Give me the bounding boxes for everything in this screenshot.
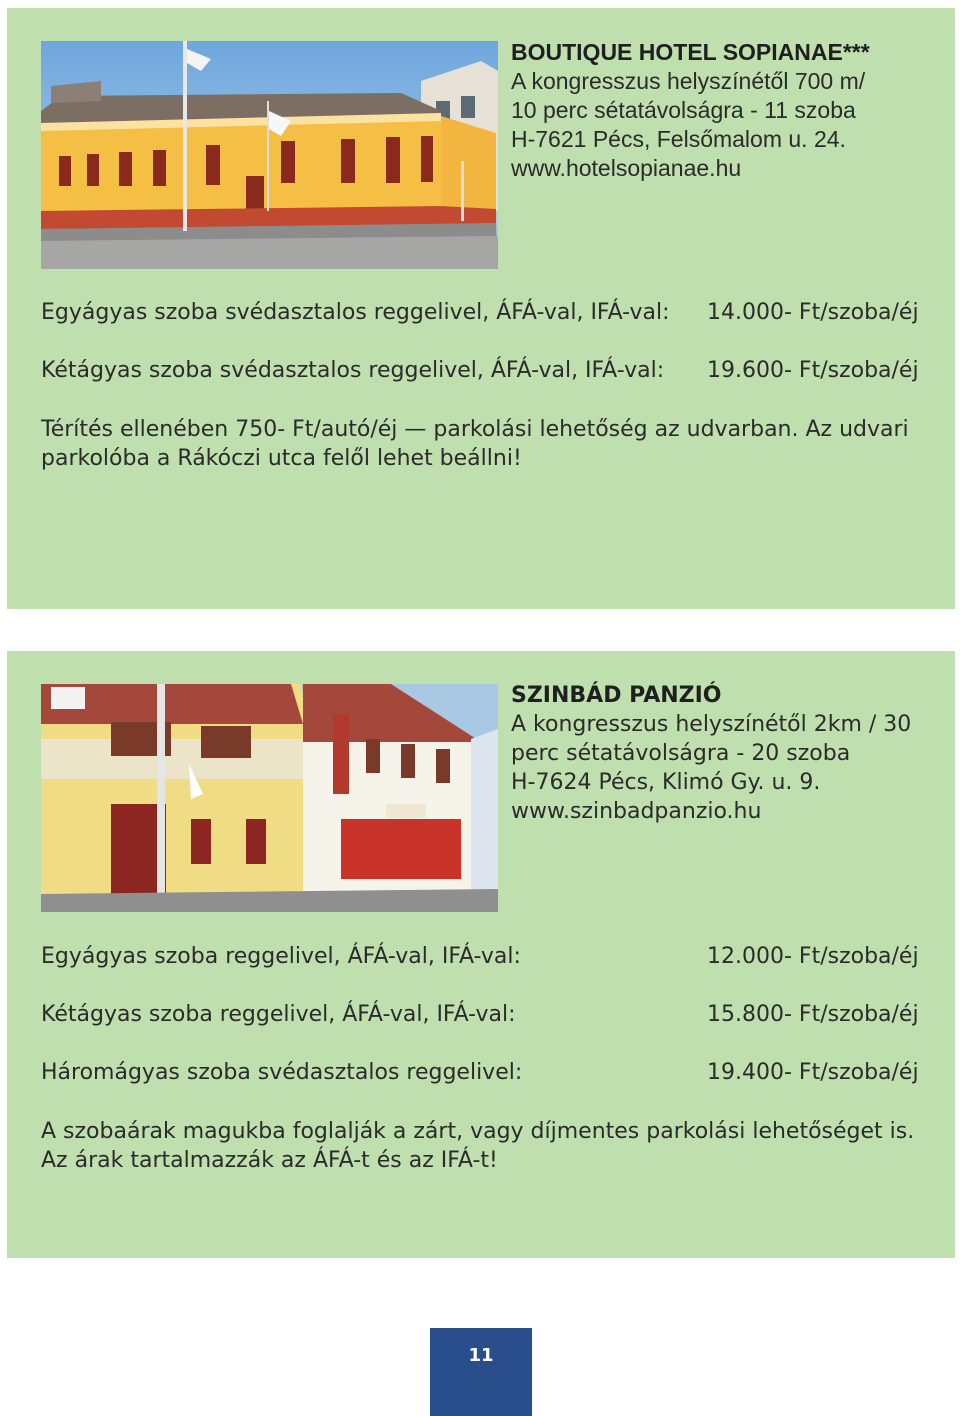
price-value: 19.400- Ft/szoba/éj xyxy=(707,1060,919,1085)
price-value: 15.800- Ft/szoba/éj xyxy=(707,1002,919,1027)
price-note-line-1: A szobaárak magukba foglalják a zárt, vagy díjmentes parkolási lehetőséget is. xyxy=(41,1119,915,1144)
price-value: 12.000- Ft/szoba/éj xyxy=(707,944,919,969)
price-label: Egyágyas szoba reggelivel, ÁFÁ-val, IFÁ-val: xyxy=(41,944,521,969)
hotel-sopianae-address: H-7621 Pécs, Felsőmalom u. 24. xyxy=(511,126,846,152)
price-note-line-2: Az árak tartalmazzák az ÁFÁ-t és az IFÁ-t! xyxy=(41,1148,498,1173)
szinbad-panzio-address: H-7624 Pécs, Klimó Gy. u. 9. xyxy=(511,770,821,795)
page-number: 11 xyxy=(468,1345,494,1366)
hotel-sopianae-photo xyxy=(41,41,498,269)
price-note xyxy=(41,1117,941,1175)
parking-note-line-2: parkolóba a Rákóczi utca felől lehet beállni! xyxy=(41,446,522,471)
hotel-sopianae-distance-2: 10 perc sétatávolságra - 11 szoba xyxy=(511,97,856,123)
szinbad-panzio-distance-2: perc sétatávolságra - 20 szoba xyxy=(511,741,851,766)
szinbad-panzio-website[interactable]: www.szinbadpanzio.hu xyxy=(511,799,762,824)
hotel-sopianae-panel xyxy=(7,8,955,609)
szinbad-panzio-distance-1: A kongresszus helyszínétől 2km / 30 xyxy=(511,712,912,737)
parking-note xyxy=(41,415,941,473)
hotel-sopianae-info xyxy=(511,38,941,183)
parking-note-line-1: Térítés ellenében 750- Ft/autó/éj — parkolási lehetőség az udvarban. Az udvari xyxy=(41,417,909,442)
hotel-sopianae-name: BOUTIQUE HOTEL SOPIANAE*** xyxy=(511,39,870,65)
hotel-sopianae-distance-1: A kongresszus helyszínétől 700 m/ xyxy=(511,68,866,94)
price-label: Háromágyas szoba svédasztalos reggelivel: xyxy=(41,1060,523,1085)
page-number-box xyxy=(430,1328,532,1416)
szinbad-panzio-info xyxy=(511,681,941,826)
price-label: Egyágyas szoba svédasztalos reggelivel, ÁFÁ-val, IFÁ-val: xyxy=(41,300,670,325)
price-label: Kétágyas szoba svédasztalos reggelivel, ÁFÁ-val, IFÁ-val: xyxy=(41,358,665,383)
szinbad-panzio-panel xyxy=(7,651,955,1258)
hotel-sopianae-website[interactable]: www.hotelsopianae.hu xyxy=(511,155,742,181)
price-value: 14.000- Ft/szoba/éj xyxy=(707,300,919,325)
price-label: Kétágyas szoba reggelivel, ÁFÁ-val, IFÁ-val: xyxy=(41,1002,516,1027)
szinbad-panzio-photo xyxy=(41,684,498,912)
szinbad-panzio-name: SZINBÁD PANZIÓ xyxy=(511,683,722,708)
price-value: 19.600- Ft/szoba/éj xyxy=(707,358,919,383)
